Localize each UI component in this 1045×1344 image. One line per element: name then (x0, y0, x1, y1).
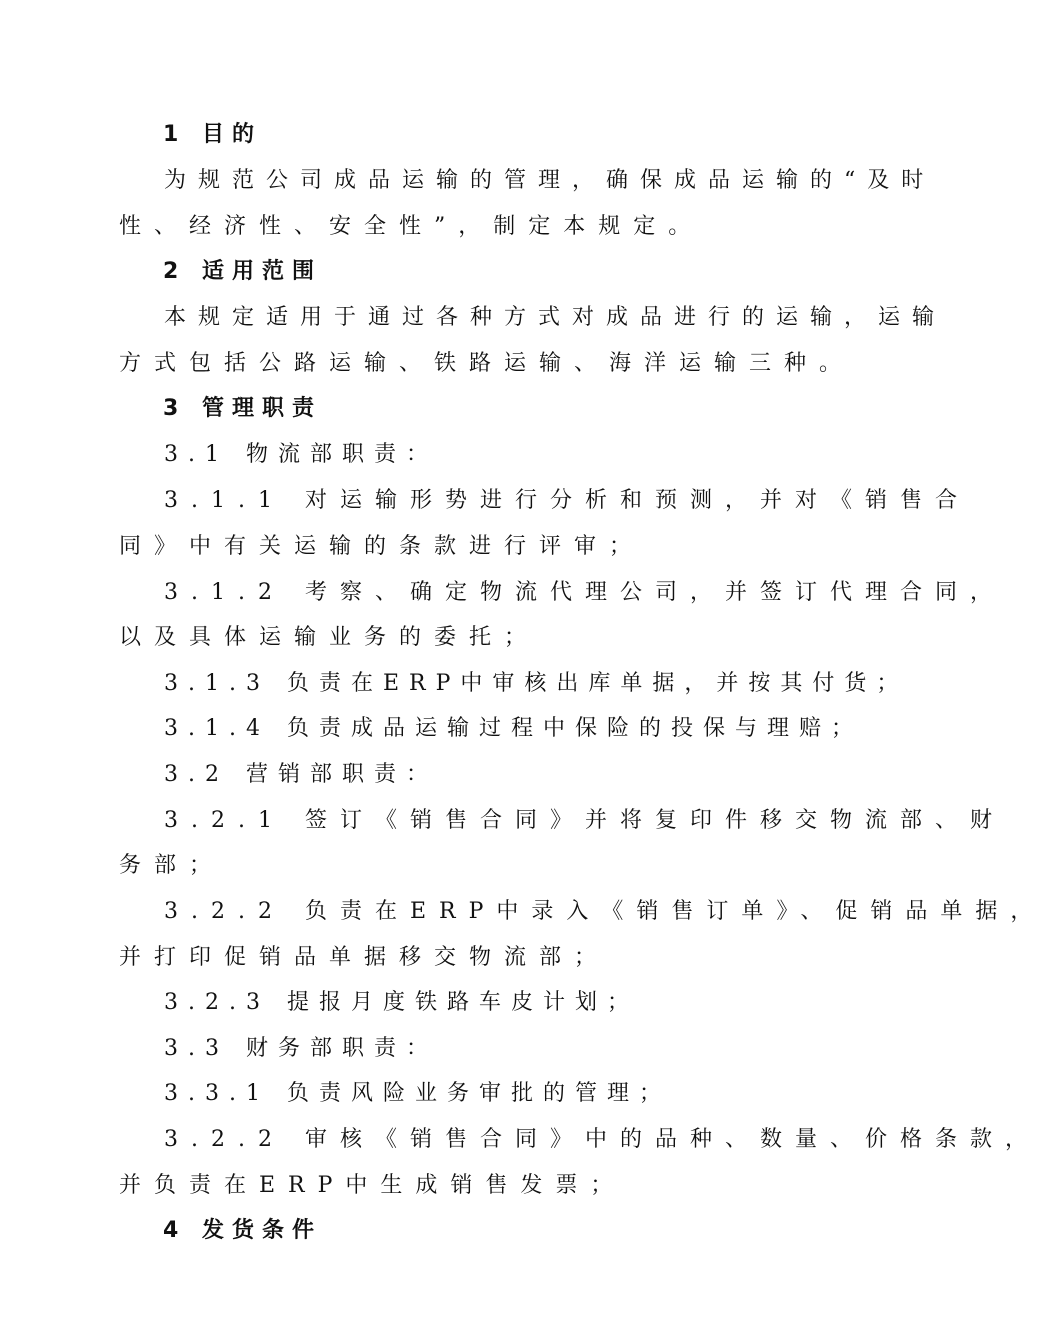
subsection-heading: 3.1 物流部职责： (164, 442, 438, 467)
paragraph-line: 3.2.1 签订《销售合同》并将复印件移交物流部、财 (164, 808, 1005, 833)
paragraph-line: 3.1.2 考察、确定物流代理公司，并签订代理合同， (164, 580, 1005, 605)
paragraph-line: 3.2.2 审核《销售合同》中的品种、数量、价格条款， (164, 1127, 1040, 1152)
section-2-heading: 2 适用范围 (163, 259, 322, 284)
paragraph-line: 性、经济性、安全性”，制定本规定。 (119, 214, 704, 239)
subsection-heading: 3.2 营销部职责： (164, 762, 438, 787)
paragraph-line: 并负责在ERP中生成销售发票； (119, 1173, 626, 1198)
paragraph-line: 以及具体运输业务的委托； (119, 625, 540, 650)
paragraph-line: 3.1.4 负责成品运输过程中保险的投保与理赔； (164, 716, 863, 741)
section-3-heading: 3 管理职责 (163, 396, 322, 421)
section-1-heading: 1 目的 (163, 122, 262, 147)
paragraph-line: 为规范公司成品运输的管理，确保成品运输的“及时 (164, 168, 936, 193)
paragraph-line: 3.3.1 负责风险业务审批的管理； (164, 1081, 671, 1106)
paragraph-line: 务部； (119, 853, 225, 878)
section-4-heading: 4 发货条件 (163, 1218, 322, 1243)
paragraph-line: 3.2.2 负责在ERP中录入《销售订单》、促销品单据， (164, 899, 1045, 924)
paragraph-line: 同》中有关运输的条款进行评审； (119, 534, 645, 559)
paragraph-line: 3.1.1 对运输形势进行分析和预测，并对《销售合 (164, 488, 970, 513)
paragraph-line: 方式包括公路运输、铁路运输、海洋运输三种。 (119, 351, 855, 376)
subsection-heading: 3.3 财务部职责： (164, 1036, 438, 1061)
paragraph-line: 并打印促销品单据移交物流部； (119, 945, 610, 970)
paragraph-line: 3.2.3 提报月度铁路车皮计划； (164, 990, 639, 1015)
paragraph-line: 3.1.3 负责在ERP中审核出库单据，并按其付货； (164, 671, 909, 696)
paragraph-line: 本规定适用于通过各种方式对成品进行的运输，运输 (164, 305, 947, 330)
